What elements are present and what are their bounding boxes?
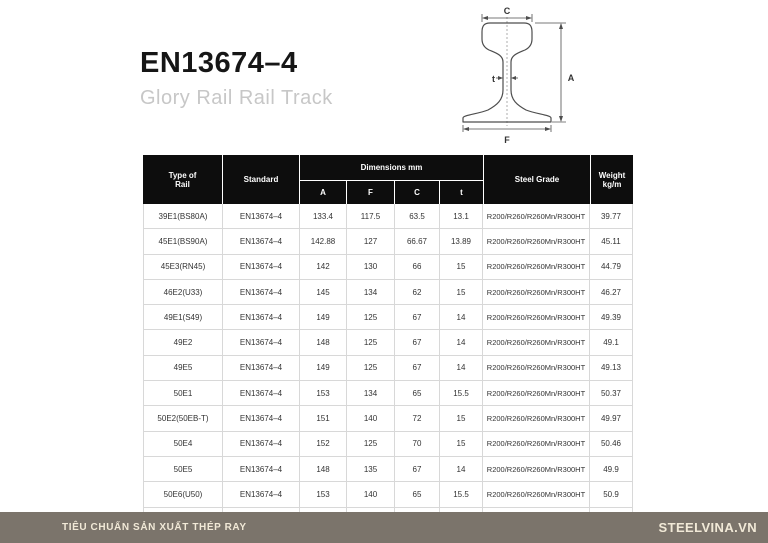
- dim-label-c: C: [503, 6, 511, 16]
- table-cell: 142.88: [300, 229, 347, 254]
- table-cell: R200/R260/R260Mn/R300HT: [483, 280, 590, 305]
- table-cell: 44.79: [590, 255, 633, 280]
- table-cell: EN13674–4: [223, 381, 300, 406]
- table-row: [144, 204, 633, 229]
- table-body: [143, 204, 633, 533]
- table-cell: 142: [300, 255, 347, 280]
- header-weight: Weight kg/m: [591, 155, 633, 204]
- arrowhead: [559, 116, 563, 122]
- table-cell: 50E6(U50): [144, 482, 223, 507]
- table-cell: 134: [347, 381, 395, 406]
- table-cell: EN13674–4: [223, 229, 300, 254]
- table-cell: 49.13: [590, 356, 633, 381]
- table-cell: 67: [395, 330, 440, 355]
- table-cell: 13.89: [440, 229, 483, 254]
- table-cell: 39.77: [590, 204, 633, 229]
- table-cell: EN13674–4: [223, 432, 300, 457]
- table-cell: 67: [395, 457, 440, 482]
- footer-tagline: TIÊU CHUẨN SẢN XUẤT THÉP RAY: [62, 522, 247, 533]
- header-type-of-rail: Type of Rail: [143, 155, 222, 204]
- table-cell: 152: [300, 432, 347, 457]
- table-cell: 125: [347, 432, 395, 457]
- table-header: [143, 155, 633, 204]
- table-cell: 50.9: [590, 482, 633, 507]
- table-cell: R200/R260/R260Mn/R300HT: [483, 356, 590, 381]
- table-cell: 65: [395, 482, 440, 507]
- table-cell: 50.46: [590, 432, 633, 457]
- table-cell: 14: [440, 330, 483, 355]
- table-row: [144, 356, 633, 381]
- table-cell: 50E2(50EB-T): [144, 406, 223, 431]
- table-cell: EN13674–4: [223, 255, 300, 280]
- table-cell: R200/R260/R260Mn/R300HT: [483, 330, 590, 355]
- table-cell: R200/R260/R260Mn/R300HT: [483, 457, 590, 482]
- table-cell: 148: [300, 330, 347, 355]
- table-cell: 125: [347, 305, 395, 330]
- footer-website: STEELVINA.VN: [658, 520, 757, 535]
- table-cell: 63.5: [395, 204, 440, 229]
- table-cell: 145: [300, 280, 347, 305]
- table-cell: 45E1(BS90A): [144, 229, 223, 254]
- arrowhead: [511, 76, 516, 80]
- table-cell: 15: [440, 406, 483, 431]
- table-cell: 15: [440, 255, 483, 280]
- table-cell: 49.1: [590, 330, 633, 355]
- table-cell: 13.1: [440, 204, 483, 229]
- rail-cross-section-diagram: [440, 4, 600, 146]
- table-cell: 49E5: [144, 356, 223, 381]
- arrowhead: [463, 127, 469, 131]
- header-dimensions: Dimensions mm: [300, 155, 483, 180]
- table-cell: 125: [347, 356, 395, 381]
- table-cell: 15: [440, 280, 483, 305]
- table-row: [144, 432, 633, 457]
- table-cell: 67: [395, 356, 440, 381]
- table-cell: 72: [395, 406, 440, 431]
- rail-spec-table: [143, 155, 633, 533]
- table-cell: R200/R260/R260Mn/R300HT: [483, 482, 590, 507]
- table-row: [144, 406, 633, 431]
- header-steel-grade: Steel Grade: [484, 155, 590, 204]
- table-cell: 133.4: [300, 204, 347, 229]
- header-dim-t: t: [440, 181, 483, 204]
- table-cell: 149: [300, 356, 347, 381]
- table-cell: 151: [300, 406, 347, 431]
- table-row: [144, 482, 633, 507]
- table-cell: 14: [440, 457, 483, 482]
- table-cell: 140: [347, 406, 395, 431]
- table-cell: 153: [300, 482, 347, 507]
- table-cell: 15: [440, 432, 483, 457]
- table-cell: 49.39: [590, 305, 633, 330]
- table-cell: 49E1(S49): [144, 305, 223, 330]
- table-cell: R200/R260/R260Mn/R300HT: [483, 381, 590, 406]
- table-row: [144, 255, 633, 280]
- table-cell: 134: [347, 280, 395, 305]
- table-cell: 130: [347, 255, 395, 280]
- table-cell: R200/R260/R260Mn/R300HT: [483, 204, 590, 229]
- header-standard: Standard: [223, 155, 299, 204]
- table-cell: EN13674–4: [223, 482, 300, 507]
- table-cell: EN13674–4: [223, 330, 300, 355]
- table-row: [144, 457, 633, 482]
- arrowhead: [498, 76, 503, 80]
- header-dim-c: C: [395, 181, 439, 204]
- table-cell: 117.5: [347, 204, 395, 229]
- dim-label-f: F: [504, 135, 510, 145]
- table-cell: 14: [440, 305, 483, 330]
- table-cell: 140: [347, 482, 395, 507]
- table-cell: R200/R260/R260Mn/R300HT: [483, 432, 590, 457]
- table-cell: 70: [395, 432, 440, 457]
- table-cell: EN13674–4: [223, 457, 300, 482]
- table-row: [144, 280, 633, 305]
- arrowhead: [559, 23, 563, 29]
- table-cell: 66: [395, 255, 440, 280]
- table-cell: 50E4: [144, 432, 223, 457]
- table-cell: 49.9: [590, 457, 633, 482]
- table-cell: 65: [395, 381, 440, 406]
- table-cell: 39E1(BS80A): [144, 204, 223, 229]
- arrowhead: [526, 16, 532, 20]
- table-cell: 50E5: [144, 457, 223, 482]
- table-cell: 62: [395, 280, 440, 305]
- table-cell: 49E2: [144, 330, 223, 355]
- table-cell: 125: [347, 330, 395, 355]
- arrowhead: [545, 127, 551, 131]
- table-row: [144, 330, 633, 355]
- table-cell: R200/R260/R260Mn/R300HT: [483, 406, 590, 431]
- table-cell: EN13674–4: [223, 280, 300, 305]
- table-cell: 46.27: [590, 280, 633, 305]
- table-cell: EN13674–4: [223, 356, 300, 381]
- table-cell: 46E2(U33): [144, 280, 223, 305]
- table-cell: 148: [300, 457, 347, 482]
- page-subtitle: Glory Rail Rail Track: [140, 86, 333, 109]
- arrowhead: [482, 16, 488, 20]
- table-cell: 15.5: [440, 381, 483, 406]
- table-cell: 67: [395, 305, 440, 330]
- title-block: [140, 48, 333, 110]
- table-cell: R200/R260/R260Mn/R300HT: [483, 229, 590, 254]
- table-cell: 49.97: [590, 406, 633, 431]
- table-cell: 45.11: [590, 229, 633, 254]
- page-title: EN13674–4: [140, 47, 298, 79]
- dim-label-a: A: [567, 73, 575, 83]
- table-cell: 153: [300, 381, 347, 406]
- table-row: [144, 381, 633, 406]
- table-cell: R200/R260/R260Mn/R300HT: [483, 305, 590, 330]
- table-cell: EN13674–4: [223, 204, 300, 229]
- table-cell: 127: [347, 229, 395, 254]
- table-cell: 135: [347, 457, 395, 482]
- table-cell: EN13674–4: [223, 305, 300, 330]
- table-cell: 50.37: [590, 381, 633, 406]
- table-cell: 14: [440, 356, 483, 381]
- table-row: [144, 305, 633, 330]
- footer-bar: [0, 512, 768, 543]
- table-cell: 15.5: [440, 482, 483, 507]
- table-cell: 45E3(RN45): [144, 255, 223, 280]
- table-cell: R200/R260/R260Mn/R300HT: [483, 255, 590, 280]
- table-cell: 66.67: [395, 229, 440, 254]
- header-dim-a: A: [300, 181, 346, 204]
- table-cell: EN13674–4: [223, 406, 300, 431]
- table-cell: 149: [300, 305, 347, 330]
- table-cell: 50E1: [144, 381, 223, 406]
- header-dim-f: F: [347, 181, 394, 204]
- dim-label-t: t: [492, 74, 495, 84]
- table-row: [144, 229, 633, 254]
